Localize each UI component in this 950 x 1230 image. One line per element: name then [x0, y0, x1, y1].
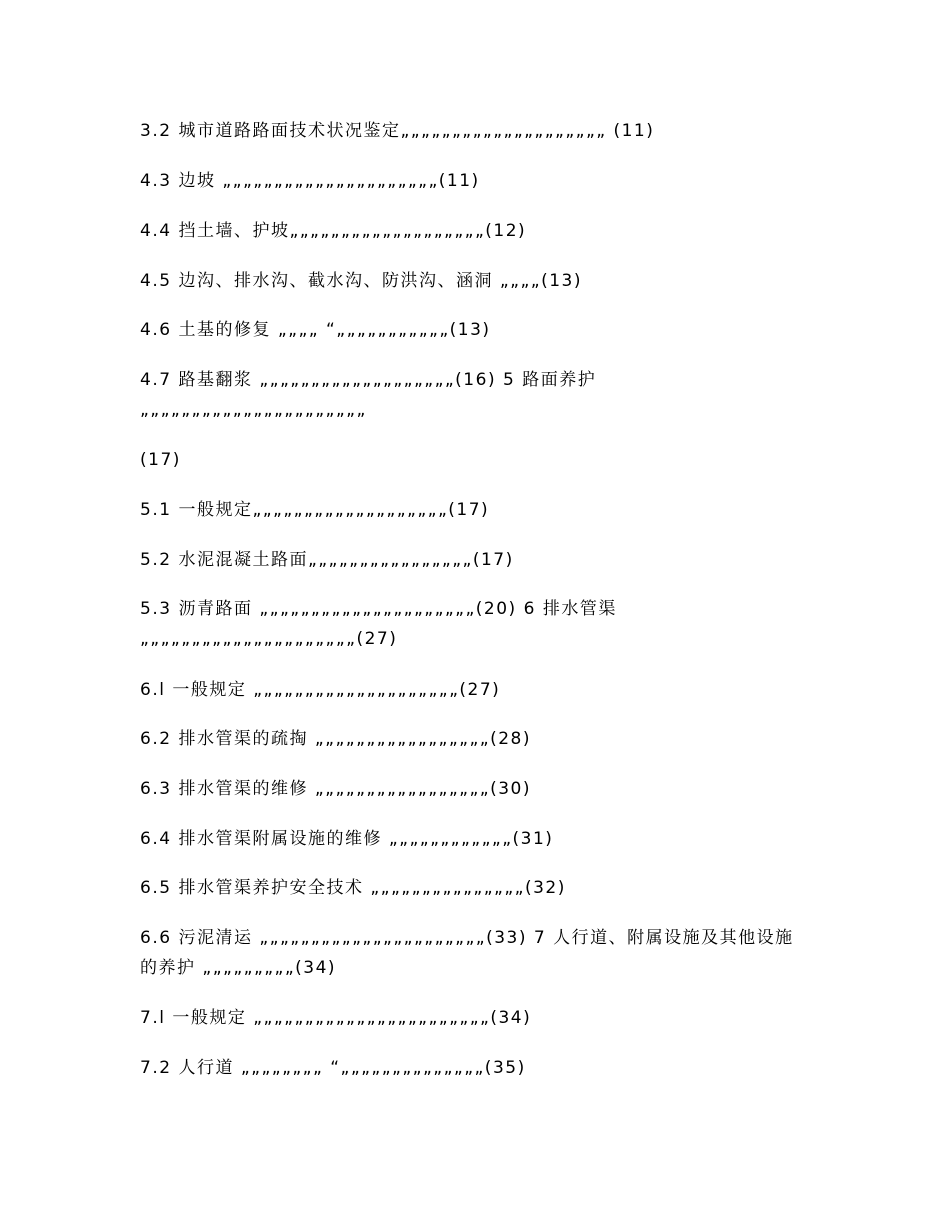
toc-entry-4-5: 4.5 边沟、排水沟、截水沟、防洪沟、涵洞 „„„„(13): [140, 271, 582, 291]
toc-entry-6-1: 6.l 一般规定 „„„„„„„„„„„„„„„„„„„„(27): [140, 680, 501, 700]
toc-entry-6-4: 6.4 排水管渠附属设施的维修 „„„„„„„„„„„„(31): [140, 829, 554, 849]
toc-entry-6-5: 6.5 排水管渠养护安全技术 „„„„„„„„„„„„„„„(32): [140, 878, 566, 898]
toc-entry-4-6: 4.6 土基的修复 „„„„ “„„„„„„„„„„„(13): [140, 320, 491, 340]
toc-entry-6-6: 6.6 污泥清运 „„„„„„„„„„„„„„„„„„„„„„(33) 7 人行道、附属设施及其他设施的养护 „„„„„„„„„(34): [140, 928, 794, 978]
toc-entry-6-2: 6.2 排水管渠的疏掏 „„„„„„„„„„„„„„„„„(28): [140, 729, 531, 749]
toc-entry-5-3: 5.3 沥青路面 „„„„„„„„„„„„„„„„„„„„„(20) 6 排水管渠 „„„„„„„„„„„„„„„„„„„„„(27): [140, 599, 624, 649]
toc-entry-3-2: 3.2 城市道路路面技术状况鉴定„„„„„„„„„„„„„„„„„„„„ (11): [140, 121, 655, 141]
toc-entry-4-7: 4.7 路基翻浆 „„„„„„„„„„„„„„„„„„„(16) 5 路面养护 „„„„„„„„„„„„„„„„„„„„„„: [140, 370, 604, 420]
toc-entry-4-3: 4.3 边坡 „„„„„„„„„„„„„„„„„„„„„(11): [140, 171, 480, 191]
toc-entry-7-1: 7.l 一般规定 „„„„„„„„„„„„„„„„„„„„„„„(34): [140, 1008, 532, 1028]
toc-entry-5-1: 5.1 一般规定„„„„„„„„„„„„„„„„„„„(17): [140, 500, 490, 520]
toc-entry-5-2: 5.2 水泥混凝土路面„„„„„„„„„„„„„„„„(17): [140, 550, 514, 570]
toc-entry-7-2: 7.2 人行道 „„„„„„„„ “„„„„„„„„„„„„„„(35): [140, 1058, 526, 1078]
toc-entry-5-page: (17): [140, 450, 181, 470]
toc-entry-6-3: 6.3 排水管渠的维修 „„„„„„„„„„„„„„„„„(30): [140, 779, 531, 799]
toc-entry-4-4: 4.4 挡土墙、护坡„„„„„„„„„„„„„„„„„„„(12): [140, 221, 527, 241]
